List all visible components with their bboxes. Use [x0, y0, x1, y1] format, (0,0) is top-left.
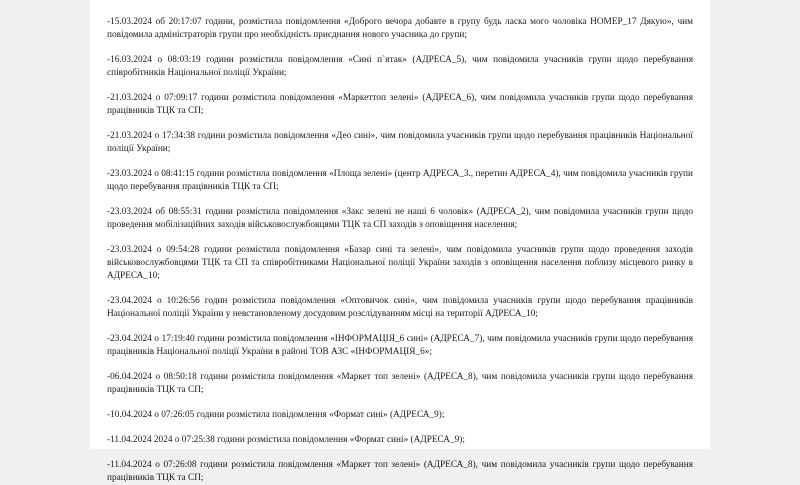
entry-6: -23.03.2024 об 08:55:31 години розмістила повідомлення «Закс зелені не наші 6 чоловік» (АДРЕСА_2), чим повідомила учасників групи щодо проведення мобілізаційних заходів військовослужбовцями ТЦК та СП заходів з оповіщення населення; — [107, 207, 693, 230]
entry-5: -23.03.2024 о 08:41:15 години розмістила повідомлення «Площа зелені» (центр АДРЕСА_3., перетин АДРЕСА_4), чим повідомила учасників групи щодо перебування працівників ТЦК та СП; — [107, 169, 693, 192]
entry-3: -21.03.2024 о 07:09:17 години розмістила повідомлення «Маркеттоп зелені» (АДРЕСА_6), чим повідомила учасників групи щодо перебування працівників ТЦК та СП; — [107, 93, 693, 116]
entry-10: -06.04.2024 о 08:50:18 години розмістила повідомлення «Маркет топ зелені» (АДРЕСА_8), чим повідомила учасників групи щодо перебування працівників ТЦК та СП; — [107, 372, 693, 395]
entry-13: -11.04.2024 о 07:26:08 години розмістила повідомлення «Маркет топ зелені» (АДРЕСА_8), чим повідомила учасників групи щодо перебування працівників ТЦК та СП; — [107, 460, 693, 483]
document-page — [90, 0, 710, 483]
entry-7: -23.03.2024 о 09:54:28 години розмістила повідомлення «Базар сині та зелені», чим повідомила учасників групи щодо проведення заходів військовослужбовцями ТЦК та СП та співробітниками Національної поліції України заходів з оповіщення населення поблизу місцевого ринку в АДРЕСА_10; — [107, 245, 693, 281]
entry-11: -10.04.2024 о 07:26:05 години розмістила повідомлення «Формат сині» (АДРЕСА_9); — [107, 410, 445, 420]
entry-2: -16.03.2024 о 08:03:19 години розмістила повідомлення «Сині п`ятак» (АДРЕСА_5), чим повідомила учасників групи щодо перебування співробітників Національної поліції України; — [107, 55, 693, 78]
entry-8: -23.04.2024 о 10:26:56 годин розмістила повідомлення «Оптовичок сині», чим повідомила учасників групи щодо перебування працівників Національної поліції України у невстановленому досудовим розслідуванням місці на території АДРЕСА_10; — [107, 296, 693, 319]
document-text — [107, 16, 693, 485]
entry-12: -11.04.2024 2024 о 07:25:38 години розмістила повідомлення «Формат сині» (АДРЕСА_9); — [107, 435, 465, 445]
entry-9: -23.04.2024 о 17:19:40 години розмістила повідомлення «ІНФОРМАЦІЯ_6 сині» (АДРЕСА_7), чим повідомила учасників групи щодо перебування працівників Національної поліції України в районі ТОВ АЗС «ІНФОРМАЦІЯ_6»; — [107, 334, 693, 357]
entry-4: -21.03.2024 о 17:34:38 години розмістила повідомлення «Део сині», чим повідомила учасників групи щодо перебування працівників Національної поліції України; — [107, 131, 693, 154]
entry-1: -15.03.2024 об 20:17:07 години, розмістила повідомлення «Доброго вечора добавте в групу будь ласка мого чоловіка НОМЕР_17 Дякую», чим повідомила адміністраторів групи про необхідність приєднання нового учасника до групи; — [107, 17, 693, 40]
